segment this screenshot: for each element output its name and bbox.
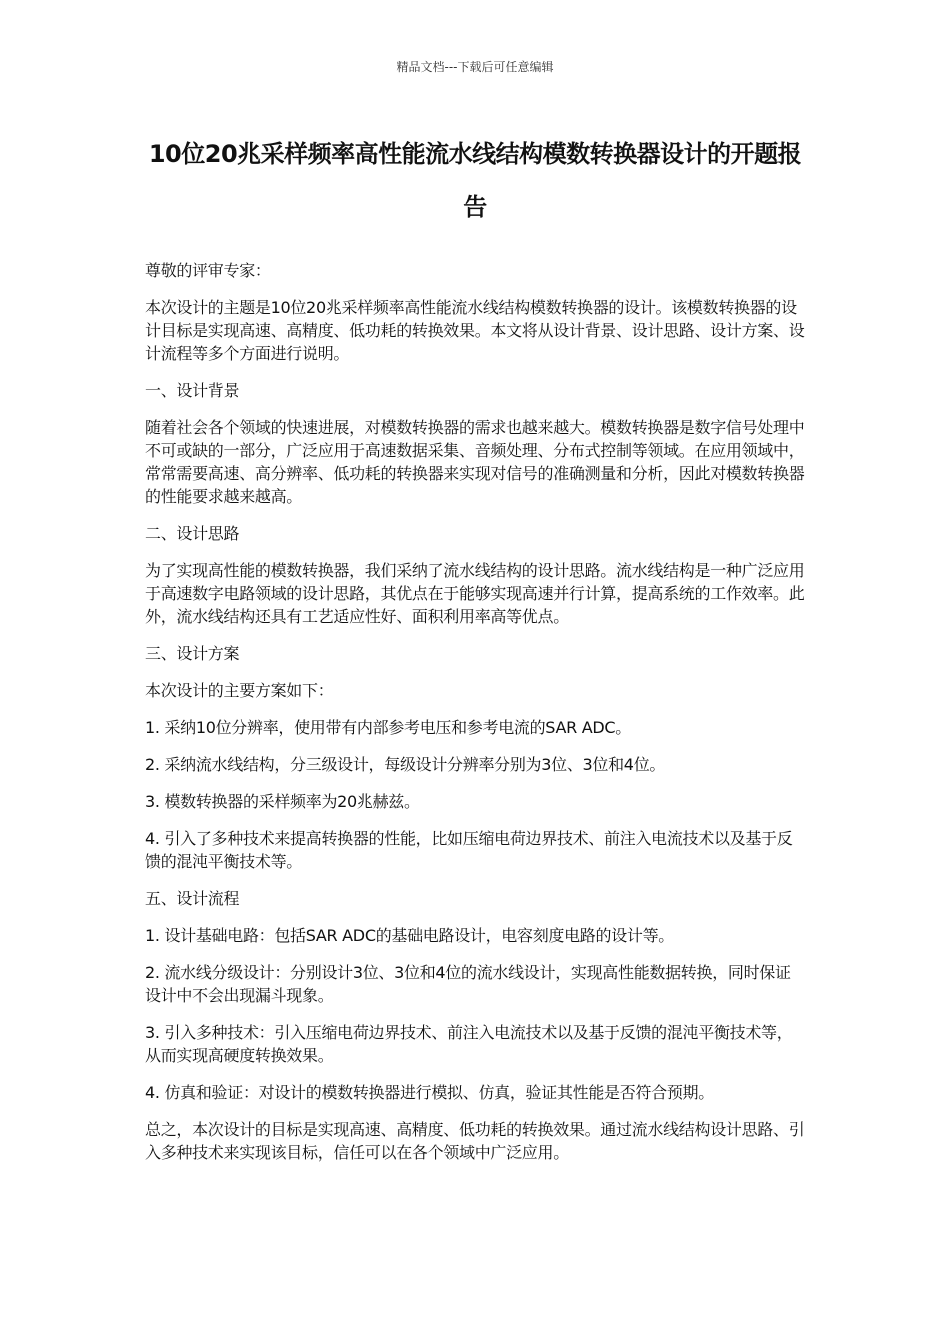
process-item-1: 1. 设计基础电路：包括SAR ADC的基础电路设计，电容刻度电路的设计等。 [145, 926, 674, 945]
header-note: 精品文档---下载后可任意编辑 [396, 60, 554, 74]
process-item-3: 3. 引入多种技术：引入压缩电荷边界技术、前注入电流技术以及基于反馈的混沌平衡技术等，从而实现高硬度转换效果。 [145, 1023, 793, 1065]
plan-item-1: 1. 采纳10位分辨率，使用带有内部参考电压和参考电流的SAR ADC。 [145, 718, 631, 737]
intro-paragraph: 本次设计的主题是10位20兆采样频率高性能流水线结构模数转换器的设计。该模数转换器的设计目标是实现高速、高精度、低功耗的转换效果。本文将从设计背景、设计思路、设计方案、设计流程等多个方面进行说明。 [145, 298, 805, 363]
conclusion-paragraph: 总之，本次设计的目标是实现高速、高精度、低功耗的转换效果。通过流水线结构设计思路、引入多种技术来实现该目标，信任可以在各个领域中广泛应用。 [145, 1120, 805, 1162]
plan-item-4: 4. 引入了多种技术来提高转换器的性能，比如压缩电荷边界技术、前注入电流技术以及基于反馈的混沌平衡技术等。 [145, 829, 793, 871]
section-heading-process: 五、设计流程 [145, 889, 240, 908]
salutation: 尊敬的评审专家： [145, 261, 271, 280]
plan-intro: 本次设计的主要方案如下： [145, 681, 334, 700]
background-paragraph: 随着社会各个领域的快速进展，对模数转换器的需求也越来越大。模数转换器是数字信号处理中不可或缺的一部分，广泛应用于高速数据采集、音频处理、分布式控制等领域。在应用领域中，常常需要高速、高分辨率、低功耗的转换器来实现对信号的准确测量和分析，因此对模数转换器的性能要求越来越高。 [145, 418, 805, 506]
process-item-4: 4. 仿真和验证：对设计的模数转换器进行模拟、仿真，验证其性能是否符合预期。 [145, 1083, 714, 1102]
plan-item-3: 3. 模数转换器的采样频率为20兆赫兹。 [145, 792, 420, 811]
document-body [145, 259, 805, 1178]
section-heading-plan: 三、设计方案 [145, 644, 240, 663]
plan-item-2: 2. 采纳流水线结构，分三级设计，每级设计分辨率分别为3位、3位和4位。 [145, 755, 666, 774]
document-title: 10位20兆采样频率高性能流水线结构模数转换器设计的开题报告 [148, 140, 802, 221]
approach-paragraph: 为了实现高性能的模数转换器，我们采纳了流水线结构的设计思路。流水线结构是一种广泛应用于高速数字电路领域的设计思路，其优点在于能够实现高速并行计算，提高系统的工作效率。此外，流水线结构还具有工艺适应性好、面积利用率高等优点。 [145, 561, 805, 626]
section-heading-approach: 二、设计思路 [145, 524, 240, 543]
section-heading-background: 一、设计背景 [145, 381, 240, 400]
process-item-2: 2. 流水线分级设计：分别设计3位、3位和4位的流水线设计，实现高性能数据转换，同时保证设计中不会出现漏斗现象。 [145, 963, 791, 1005]
